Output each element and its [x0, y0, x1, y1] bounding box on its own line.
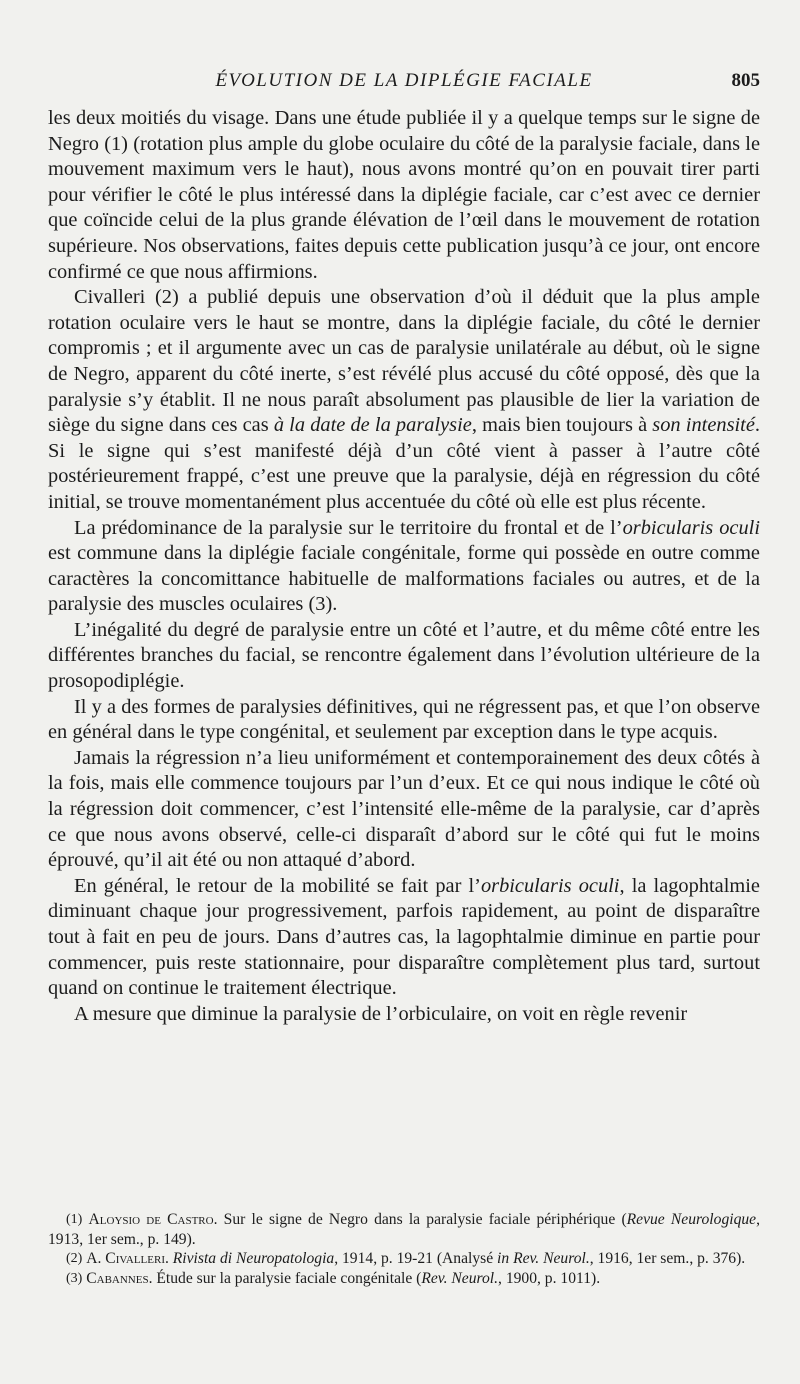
running-head: [48, 70, 760, 100]
running-title: ÉVOLUTION DE LA DIPLÉGIE FACIALE: [215, 70, 593, 91]
body-text: [48, 106, 760, 1027]
footnote-3: (3) Cabannes. Étude sur la paralysie faciale congénitale (Rev. Neurol., 1900, p. 1011).: [66, 1269, 601, 1287]
footnote-2: (2) A. Civalleri. Rivista di Neuropatologia, 1914, p. 19-21 (Analysé in Rev. Neurol., 1916, 1er sem., p. 376).: [66, 1250, 746, 1268]
paragraph-3: La prédominance de la paralysie sur le territoire du frontal et de l’orbicularis oculi est commune dans la diplégie faciale congénitale, forme qui possède en outre comme caractères la concomittance habituelle de malformations faciales ou autres, et de la paralysie des muscles oculaires (3).: [48, 516, 760, 616]
paragraph-7: En général, le retour de la mobilité se fait par l’orbicularis oculi, la lagophtalmie diminuant chaque jour progressivement, parfois rapidement, au point de disparaître tout à fait en peu de jours. Dans d’autres cas, la lagophtalmie diminue en partie pour commencer, puis reste stationnaire, pour disparaître complètement plus tard, surtout quand on continue le traitement électrique.: [48, 874, 760, 1000]
paragraph-2: Civalleri (2) a publié depuis une observation d’où il déduit que la plus ample rotation oculaire vers le haut se montre, dans la diplégie faciale, du côté le dernier compromis ; et il argumente avec un cas de paralysie unilatérale au début, où le signe de Negro, apparent du côté inerte, s’est révélé plus accusé du côté opposé, dès que la paralysie s’y établit. Il ne nous paraît absolument pas plausible de lier la variation de siège du signe dans ces cas à la date de la paralysie, mais bien toujours à son intensité. Si le signe qui s’est manifesté déjà d’un côté vient à passer à l’autre côté postérieurement frappé, c’est une preuve que la paralysie, déjà en régression du côté initial, se trouve momentanément plus accentuée du côté où elle est plus récente.: [48, 286, 760, 513]
paragraph-1: les deux moitiés du visage. Dans une étude publiée il y a quelque temps sur le signe de Negro (1) (rotation plus ample du globe oculaire du côté de la paralysie faciale, dans le mouvement maximum vers le haut), nous avons montré qu’on en pouvait tirer parti pour vérifier le côté le plus intéressé dans la diplégie faciale, car c’est avec ce dernier que coïncide celui de la plus grande élévation de l’œil dans le mouvement de rotation supérieure. Nos observations, faites depuis cette publication jusqu’à ce jour, ont encore confirmé ce que nous affirmions.: [48, 107, 760, 283]
paragraph-6: Jamais la régression n’a lieu uniformément et contemporainement des deux côtés à la fois, mais elle commence toujours par l’un d’eux. Et ce qui nous indique le côté où la régression doit commencer, c’est l’intensité elle-même de la paralysie, car d’après ce que nous avons observé, celle-ci disparaît d’abord sur le côté qui fut le moins éprouvé, qu’il ait été ou non attaqué d’abord.: [48, 746, 760, 872]
footnotes: [48, 1210, 760, 1288]
paragraph-8: A mesure que diminue la paralysie de l’orbiculaire, on voit en règle revenir: [74, 1002, 688, 1025]
paragraph-4: L’inégalité du degré de paralysie entre un côté et l’autre, et du même côté entre les différentes branches du facial, se rencontre également dans l’évolution ultérieure de la prosopodiplégie.: [48, 618, 760, 693]
footnote-1: (1) Aloysio de Castro. Sur le signe de Negro dans la paralysie faciale périphérique (Revue Neurologique, 1913, 1er sem., p. 149).: [48, 1211, 760, 1248]
page-number: 805: [731, 70, 760, 91]
paragraph-5: Il y a des formes de paralysies définitives, qui ne régressent pas, et que l’on observe en général dans le type congénital, et seulement par exception dans le type acquis.: [48, 695, 760, 744]
